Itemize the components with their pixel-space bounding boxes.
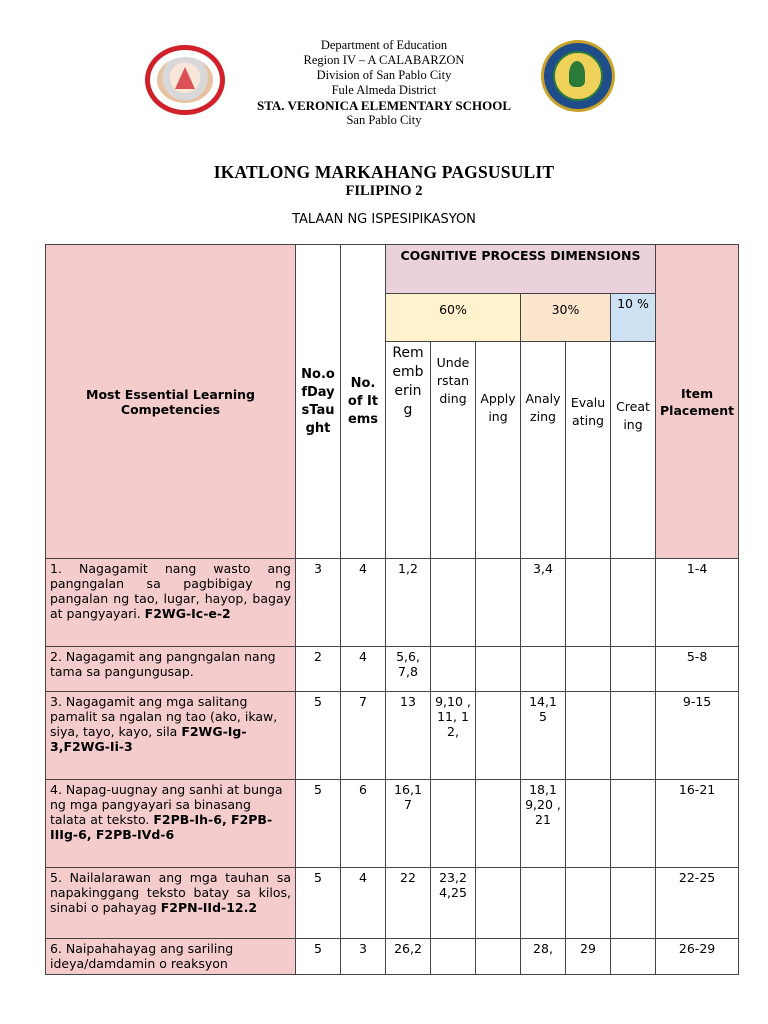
creating-cell [611,692,656,780]
understanding-cell: 23,2 4,25 [431,868,476,939]
days-cell: 3 [296,559,341,647]
remembering-cell: 16,1 7 [386,780,431,868]
table-row [46,647,739,692]
header-analyzing: Analyzing [521,342,566,559]
understanding-cell [431,647,476,692]
evaluating-cell [566,559,611,647]
header-no-of-items: No. of Items [341,245,386,559]
placement-cell: 26-29 [656,939,739,975]
header-item-placement: Item Placement [656,245,739,559]
letterhead [0,38,768,128]
applying-cell [476,559,521,647]
evaluating-cell: 29 [566,939,611,975]
understanding-cell [431,559,476,647]
table-row [46,692,739,780]
items-cell: 7 [341,692,386,780]
applying-cell [476,692,521,780]
remembering-cell: 13 [386,692,431,780]
placement-cell: 16-21 [656,780,739,868]
header-pct-10: 10 % [611,294,656,342]
evaluating-cell [566,647,611,692]
remembering-cell: 5,6, 7,8 [386,647,431,692]
table-row [46,780,739,868]
applying-cell [476,868,521,939]
evaluating-cell [566,692,611,780]
days-cell: 5 [296,868,341,939]
analyzing-cell: 14,1 5 [521,692,566,780]
creating-cell [611,780,656,868]
tos-table [45,244,739,975]
applying-cell [476,647,521,692]
letterhead-region: Region IV – A CALABARZON [303,53,465,67]
subject-title: FILIPINO 2 [345,183,423,199]
remembering-cell: 26,2 [386,939,431,975]
analyzing-cell: 3,4 [521,559,566,647]
days-cell: 5 [296,780,341,868]
header-pct-60: 60% [386,294,521,342]
understanding-cell [431,939,476,975]
mec-cell: 6. Naipahahayag ang sariling ideya/damdamin o reaksyon [46,939,296,975]
header-evaluating: Evaluating [566,342,611,559]
mec-cell: 2. Nagagamit ang pangngalan nang tama sa pangungusap. [46,647,296,692]
analyzing-cell: 18,1 9,20 ,21 [521,780,566,868]
letterhead-city: San Pablo City [346,113,422,127]
letterhead-department: Department of Education [320,38,448,52]
creating-cell [611,868,656,939]
understanding-cell: 9,10 ,11, 12, [431,692,476,780]
header-creating: Creating [611,342,656,559]
mec-cell: 5. Nailalarawan ang mga tauhan sa napakinggang teksto batay sa kilos, sinabi o pahayag F2PN-IId-12.2 [46,868,296,939]
table-row [46,939,739,975]
evaluating-cell [566,780,611,868]
placement-cell: 9-15 [656,692,739,780]
items-cell: 3 [341,939,386,975]
remembering-cell: 1,2 [386,559,431,647]
creating-cell [611,939,656,975]
items-cell: 6 [341,780,386,868]
days-cell: 5 [296,692,341,780]
items-cell: 4 [341,647,386,692]
applying-cell [476,780,521,868]
placement-cell: 5-8 [656,647,739,692]
remembering-cell: 22 [386,868,431,939]
header-understanding: Understanding [431,342,476,559]
days-cell: 5 [296,939,341,975]
table-row [46,868,739,939]
header-pct-30: 30% [521,294,611,342]
items-cell: 4 [341,559,386,647]
header-applying: Applying [476,342,521,559]
analyzing-cell [521,868,566,939]
placement-cell: 1-4 [656,559,739,647]
analyzing-cell: 28, [521,939,566,975]
mec-cell: 1. Nagagamit nang wasto ang pangngalan sa pagbibigay ng pangalan ng tao, lugar, hayop, bagay at pangyayari. F2WG-Ic-e-2 [46,559,296,647]
header-cognitive: COGNITIVE PROCESS DIMENSIONS [386,245,656,294]
letterhead-division: Division of San Pablo City [316,68,452,82]
creating-cell [611,559,656,647]
applying-cell [476,939,521,975]
evaluating-cell [566,868,611,939]
header-remembering: Remembering [386,342,431,559]
mec-cell: 3. Nagagamit ang mga salitang pamalit sa ngalan ng tao (ako, ikaw, siya, tayo, kayo, sila F2WG-Ig-3,F2WG-Ii-3 [46,692,296,780]
mec-cell: 4. Napag-uugnay ang sanhi at bunga ng mga pangyayari sa binasang talata at teksto. F2PB-Ih-6, F2PB-IIIg-6, F2PB-IVd-6 [46,780,296,868]
table-title: TALAAN NG ISPESIPIKASYON [292,212,476,227]
items-cell: 4 [341,868,386,939]
table-row [46,559,739,647]
letterhead-school: STA. VERONICA ELEMENTARY SCHOOL [256,98,512,113]
analyzing-cell [521,647,566,692]
days-cell: 2 [296,647,341,692]
creating-cell [611,647,656,692]
header-days-taught: No.ofDaysTaught [296,245,341,559]
exam-title: IKATLONG MARKAHANG PAGSUSULIT [213,162,555,182]
placement-cell: 22-25 [656,868,739,939]
letterhead-district: Fule Almeda District [331,83,437,97]
understanding-cell [431,780,476,868]
header-mec: Most Essential Learning Competencies [46,245,296,559]
